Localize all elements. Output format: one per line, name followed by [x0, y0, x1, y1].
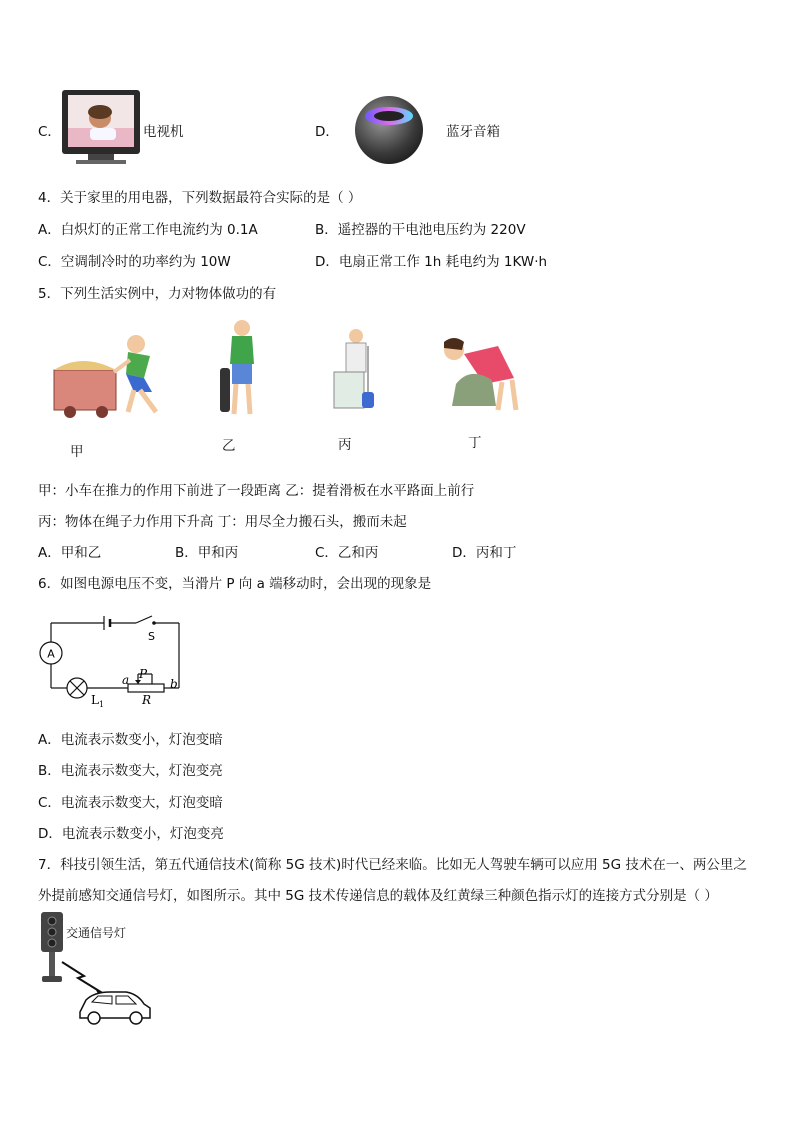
lamp-subscript: 1: [98, 700, 105, 709]
car-icon: [80, 992, 150, 1024]
q5-desc-2: 丙：物体在绳子力作用下升高 丁：用尽全力搬石头，搬而未起: [38, 514, 407, 530]
rope-lift-image: [332, 326, 382, 412]
switch-letter: S: [148, 630, 155, 643]
circuit-diagram: [36, 608, 186, 708]
q5-option-c: C．乙和丙: [315, 545, 379, 561]
q5-desc-1: 甲：小车在推力的作用下前进了一段距离 乙：提着滑板在水平路面上前行: [38, 483, 475, 499]
q5-option-b: B．甲和丙: [175, 545, 239, 561]
q7-line-1: 7．科技引领生活，第五代通信技术(简称 5G 技术)时代已经来临。比如无人驾驶车辆可以应用 5G 技术在一、两公里之: [38, 857, 747, 873]
q5-stem: 5．下列生活实例中，力对物体做功的有: [38, 286, 277, 302]
lift-stone-image: [436, 334, 524, 416]
q4-option-a: A．白炽灯的正常工作电流约为 0.1A: [38, 222, 258, 238]
q6-option-b: B．电流表示数变大，灯泡变亮: [38, 763, 223, 779]
speaker-label: 蓝牙音箱: [446, 124, 500, 140]
option-c-letter: C．: [38, 124, 61, 140]
caption-bing: 丙: [338, 437, 352, 453]
q4-option-b: B．遥控器的干电池电压约为 220V: [315, 222, 526, 238]
q4-option-c: C．空调制冷时的功率约为 10W: [38, 254, 231, 270]
slider-p: P: [139, 667, 148, 681]
caption-yi: 乙: [222, 438, 236, 454]
terminal-b: b: [170, 677, 178, 691]
caption-jia: 甲: [70, 444, 84, 460]
carry-skateboard-image: [218, 318, 266, 422]
q4-option-d: D．电扇正常工作 1h 耗电约为 1KW·h: [315, 254, 548, 270]
terminal-a: a: [122, 673, 130, 687]
lamp-letter: L: [91, 693, 99, 707]
q4-stem: 4．关于家里的用电器，下列数据最符合实际的是（ ）: [38, 190, 362, 206]
ammeter-letter: A: [47, 647, 55, 661]
resistor-r: R: [142, 693, 152, 707]
tv-image: [60, 88, 142, 166]
q5-option-d: D．丙和丁: [452, 545, 517, 561]
switch-pivot: [152, 621, 156, 625]
svg-text:L1: [91, 693, 104, 709]
q6-stem: 6．如图电源电压不变，当滑片 P 向 a 端移动时，会出现的现象是: [38, 576, 432, 592]
signal-wave-icon: [62, 962, 104, 994]
caption-ding: 丁: [468, 435, 482, 451]
q6-option-c: C．电流表示数变大，灯泡变暗: [38, 795, 223, 811]
traffic-light-label: 交通信号灯: [66, 926, 127, 940]
q7-line-2: 外提前感知交通信号灯，如图所示。其中 5G 技术传递信息的载体及红黄绿三种颜色指示灯的连接方式分别是（ ）: [38, 888, 718, 904]
cart-push-image: [52, 330, 180, 420]
q6-option-a: A．电流表示数变小，灯泡变暗: [38, 732, 223, 748]
tv-label: 电视机: [143, 124, 184, 140]
option-d-letter: D．: [315, 124, 339, 140]
q6-option-d: D．电流表示数变小，灯泡变亮: [38, 826, 224, 842]
bluetooth-speaker-image: [352, 94, 426, 166]
q5-option-a: A．甲和乙: [38, 545, 102, 561]
rheostat-symbol: [128, 684, 164, 692]
